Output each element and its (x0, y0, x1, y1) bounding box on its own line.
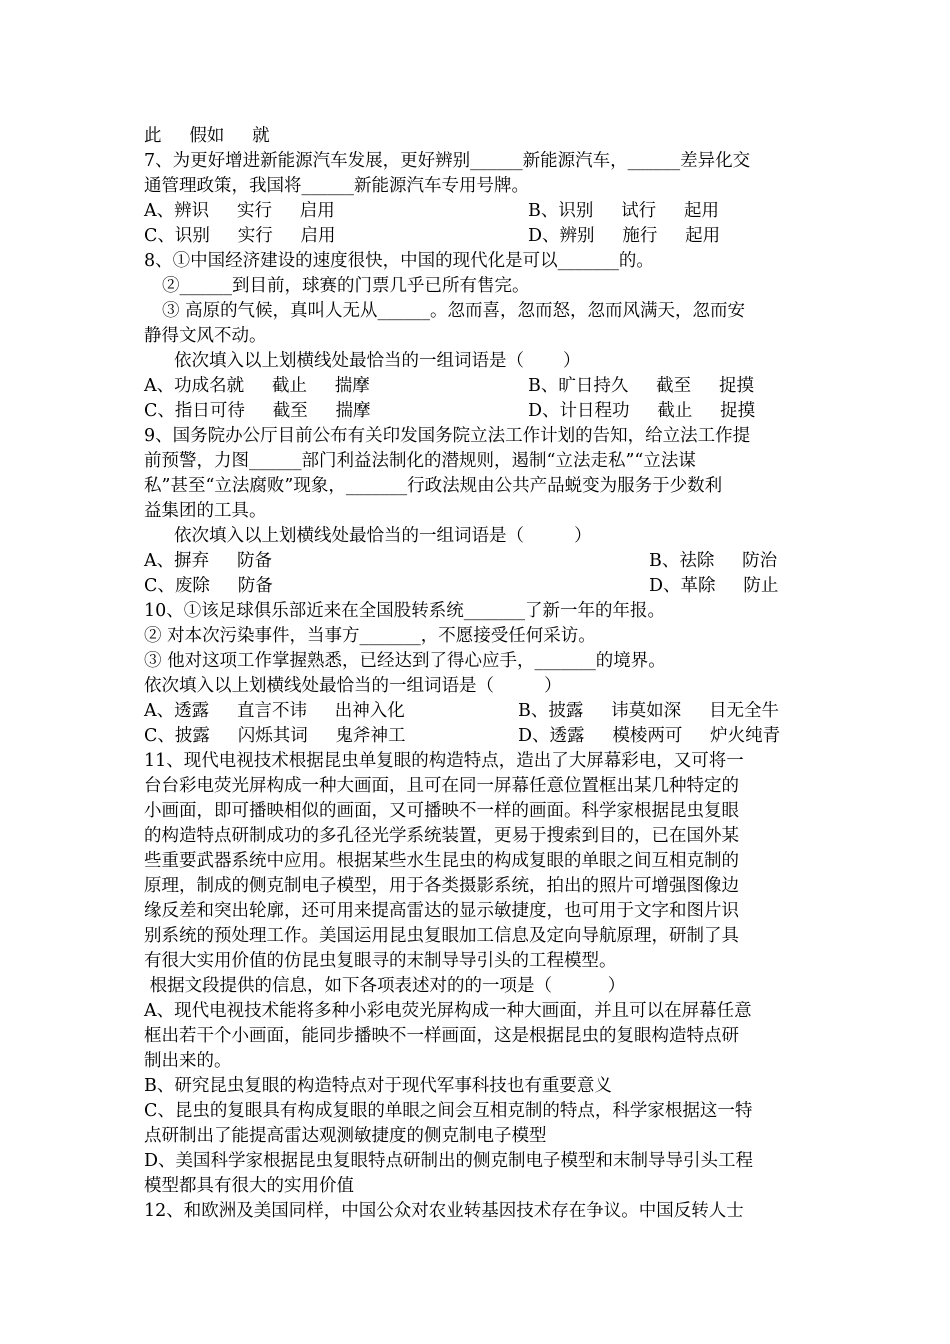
text-line: 通管理政策，我国将______新能源汽车专用号牌。 (144, 176, 529, 196)
text-line: 根据文段提供的信息，如下各项表述对的的一项是（ ） (144, 976, 626, 996)
text-line: B、研究昆虫复眼的构造特点对于现代军事科技也有重要意义 (144, 1076, 612, 1096)
text-line: 缘反差和突出轮廓，还可用来提高雷达的显示敏捷度，也可用于文字和图片识 (144, 901, 739, 921)
option-row (144, 399, 810, 424)
text-line: ③ 他对这项工作掌握熟悉，已经达到了得心应手，_______的境界。 (144, 651, 666, 671)
text-line: 些重要武器系统中应用。根据某些水生昆虫的构成复眼的单眼之间互相克制的 (144, 851, 739, 871)
option-right: B、旷日持久 截至 捉摸 (528, 376, 754, 396)
text-line: 12、和欧洲及美国同样，中国公众对农业转基因技术存在争议。中国反转人士 (144, 1201, 744, 1221)
option-left: A、辨识 实行 启用 (144, 201, 335, 221)
option-left: A、摒弃 防备 (144, 551, 272, 571)
text-line: ③ 高原的气候，真叫人无从______。忽而喜，忽而怒，忽而风满天，忽而安 (162, 301, 746, 321)
option-row (144, 724, 810, 749)
text-line: 的构造特点研制成功的多孔径光学系统装置，更易于搜索到目的，已在国外某 (144, 826, 739, 846)
text-line: C、昆虫的复眼具有构成复眼的单眼之间会互相克制的特点，科学家根据这一特 (144, 1101, 753, 1121)
option-right: D、辨别 施行 起用 (528, 226, 721, 246)
option-row (144, 549, 810, 574)
text-line: 模型都具有很大的实用价值 (144, 1176, 354, 1196)
option-row (144, 374, 810, 399)
text-line: 此 假如 就 (144, 126, 270, 146)
option-row (144, 199, 810, 224)
text-line: 8、①中国经济建设的速度很快，中国的现代化是可以_______的。 (144, 251, 654, 271)
text-line: 前预警，力图______部门利益法制化的潜规则，遏制“立法走私”“立法谋 (144, 451, 696, 471)
text-line: 框出若干个小画面，能同步播映不一样画面，这是根据昆虫的复眼构造特点研 (144, 1026, 739, 1046)
option-right: D、透露 模棱两可 炉火纯青 (518, 726, 781, 746)
text-line: 11、现代电视技术根据昆虫单复眼的构造特点，造出了大屏幕彩电，又可将一 (144, 751, 744, 771)
option-left: C、指日可待 截至 揣摩 (144, 401, 371, 421)
option-left: A、透露 直言不讳 出神入化 (144, 701, 405, 721)
option-row (144, 699, 810, 724)
text-line: 别系统的预处理工作。美国运用昆虫复眼加工信息及定向导航原理，研制了具 (144, 926, 739, 946)
option-right: B、识别 试行 起用 (528, 201, 719, 221)
text-line: 益集团的工具。 (144, 501, 267, 521)
document-page (144, 124, 810, 1224)
text-line: ② 对本次污染事件，当事方_______，不愿接受任何采访。 (144, 626, 596, 646)
text-line: 依次填入以上划横线处最恰当的一组词语是（ ） (144, 676, 562, 696)
text-line: 9、国务院办公厅目前公布有关印发国务院立法工作计划的告知，给立法工作提 (144, 426, 751, 446)
text-line: ②______到目前，球赛的门票几乎已所有售完。 (162, 276, 530, 296)
text-line: 制出来的。 (144, 1051, 232, 1071)
option-right: B、祛除 防治 (649, 551, 778, 571)
text-line: 依次填入以上划横线处最恰当的一组词语是（ ） (174, 351, 581, 371)
text-line: 私”甚至“立法腐败”现象，_______行政法规由公共产品蜕变为服务于少数利 (144, 476, 723, 496)
text-line: 依次填入以上划横线处最恰当的一组词语是（ ） (174, 526, 592, 546)
option-right: D、计日程功 截止 捉摸 (528, 401, 756, 421)
option-left: C、披露 闪烁其词 鬼斧神工 (144, 726, 406, 746)
option-right: B、披露 讳莫如深 目无全牛 (518, 701, 779, 721)
text-line: 10、①该足球俱乐部近来在全国股转系统_______了新一年的年报。 (144, 601, 666, 621)
option-left: C、废除 防备 (144, 576, 273, 596)
text-line: A、现代电视技术能将多种小彩电荧光屏构成一种大画面，并且可以在屏幕任意 (144, 1001, 752, 1021)
text-line: 原理，制成的侧克制电子模型，用于各类摄影系统，拍出的照片可增强图像边 (144, 876, 739, 896)
text-line: 小画面，即可播映相似的画面，又可播映不一样的画面。科学家根据昆虫复眼 (144, 801, 739, 821)
option-left: A、功成名就 截止 揣摩 (144, 376, 370, 396)
option-left: C、识别 实行 启用 (144, 226, 336, 246)
text-line: D、美国科学家根据昆虫复眼特点研制出的侧克制电子模型和末制导导引头工程 (144, 1151, 754, 1171)
text-line: 有很大实用价值的仿昆虫复眼寻的末制导导引头的工程模型。 (144, 951, 617, 971)
option-row (144, 224, 810, 249)
option-right: D、革除 防止 (649, 576, 779, 596)
text-line: 台台彩电荧光屏构成一种大画面，且可在同一屏幕任意位置框出某几种特定的 (144, 776, 739, 796)
text-line: 静得文风不动。 (144, 326, 267, 346)
text-line: 7、为更好增进新能源汽车发展，更好辨别______新能源汽车，______差异化交 (144, 151, 751, 171)
option-row (144, 574, 810, 599)
text-line: 点研制出了能提高雷达观测敏捷度的侧克制电子模型 (144, 1126, 547, 1146)
